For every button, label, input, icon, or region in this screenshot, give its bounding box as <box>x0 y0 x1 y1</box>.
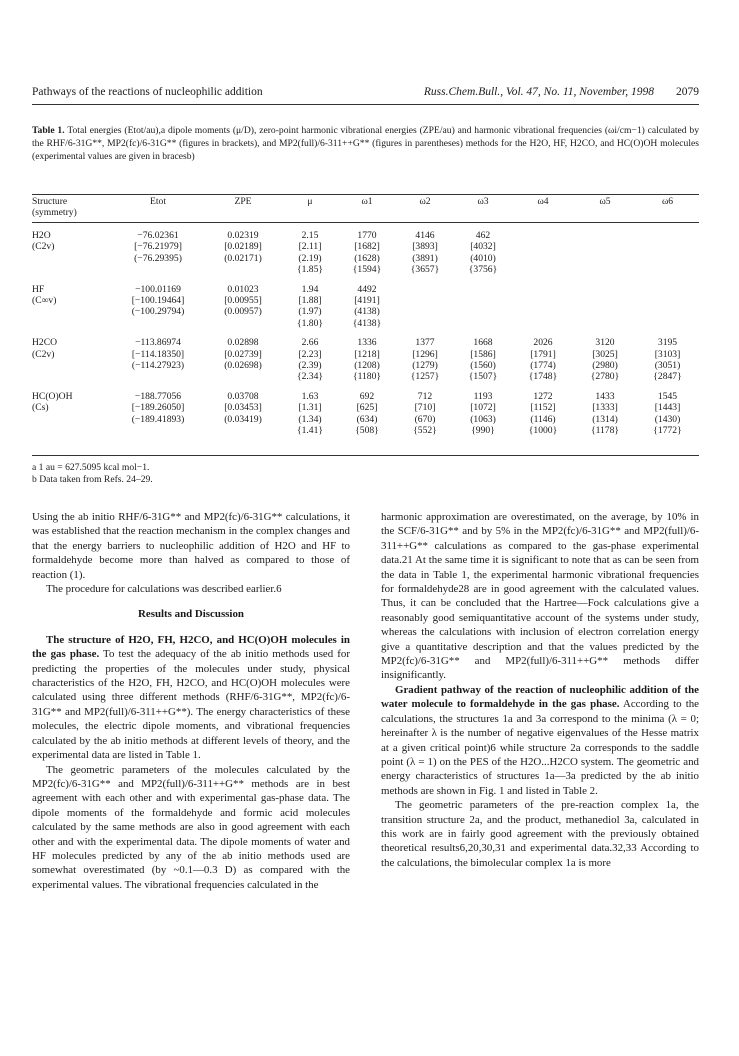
paragraph <box>381 683 699 798</box>
cell-value: 692 <box>359 390 375 402</box>
structure-cell <box>32 329 112 383</box>
header-rule <box>32 104 699 105</box>
value-cell <box>112 222 204 276</box>
cell-value: (0.03419) <box>224 413 262 425</box>
value-cell <box>454 222 512 276</box>
value-cell <box>636 222 699 276</box>
table-row <box>32 329 699 383</box>
cell-value: (3051) <box>654 360 681 372</box>
cell-value: {2.34} <box>297 371 323 383</box>
cell-value: [0.00955] <box>224 295 262 307</box>
cell-value: {1257} <box>410 371 440 383</box>
value-cell <box>512 383 574 437</box>
cell-value: [1072] <box>470 402 496 414</box>
column-header: ω3 <box>477 196 489 207</box>
cell-value: 4492 <box>357 283 377 295</box>
cell-value: {552} <box>413 425 437 437</box>
molecule-name: HF <box>32 283 45 295</box>
cell-value: [1791] <box>530 348 556 360</box>
column-header: Structure (symmetry) <box>32 196 77 219</box>
value-cell <box>636 383 699 437</box>
column-header: ω5 <box>599 196 611 207</box>
value-cell <box>204 383 282 437</box>
paragraph-text: Using the ab initio RHF/6-31G** and MP2(fc)/6-31G** calculations, it was established that the reaction mechanism in the complex changes and that the energy barriers to nucleophilic addition of H2O and HF to formaldehyde become more than halved as compared to those of reaction (1). <box>32 511 350 581</box>
cell-value: [0.03453] <box>224 402 262 414</box>
value-cell <box>396 383 454 437</box>
molecule-name: H2O <box>32 230 51 241</box>
cell-value: {1180} <box>352 371 382 383</box>
cell-value: 1336 <box>357 337 377 349</box>
cell-value: −76.02361 <box>137 230 179 241</box>
cell-value: (0.02171) <box>224 252 262 264</box>
cell-value: [0.02739] <box>224 348 262 360</box>
table-bottom-rule <box>32 455 699 456</box>
cell-value: (4010) <box>470 252 496 264</box>
page-number: 2079 <box>676 86 699 98</box>
table-row <box>32 383 699 437</box>
cell-value: (0.02698) <box>224 360 262 372</box>
cell-value: [1.88] <box>298 295 322 307</box>
paragraph <box>381 510 699 683</box>
value-cell <box>396 329 454 383</box>
cell-value: (1628) <box>354 252 380 264</box>
value-cell <box>204 276 282 330</box>
cell-value: (1063) <box>470 413 496 425</box>
value-cell <box>454 329 512 383</box>
cell-value: [1333] <box>592 402 618 414</box>
cell-value: {1772} <box>653 425 682 437</box>
value-cell <box>454 383 512 437</box>
cell-value: 2026 <box>533 337 553 349</box>
value-cell <box>512 222 574 276</box>
cell-value: {1178} <box>590 425 620 437</box>
paragraph-text: harmonic approximation are overestimated, on the average, by 10% in the SCF/6-31G** and by 5% in the MP2(fc)/6-31G** and MP2(full)/6-311++G** calculations as compared to the gas-phase experimental data.21 At the same time it is significant to note that as can be seen from the data in Table 1, the experimental harmonic vibrational frequencies for formaldehyde28 are in good agreement with the calculated values. Thus, it can be concluded that the Hartree—Fock calculations give a reasonably good semiquantitative account of the systems under study, whereas the calculations with inclusion of electron correlation energy give a quantitative description and that the values predicted by the MP2(fc)/6-31G** and MP2(full)/6-311++G** methods differ insignificantly. <box>381 511 699 682</box>
table-caption-text: Total energies (Etot/au),a dipole moments (μ/D), zero-point harmonic vibrational energies (ZPE/au) and harmonic vibrational frequencies (ωi/cm−1) calculated by the RHF/6-31G**, MP2(fc)/6-31G** (figures in brackets), and MP2(full)/6-311++G** (figures in parentheses) methods for the H2O, HF, H2CO, and HC(O)OH molecules (experimental values are given in bracesb) <box>32 125 699 162</box>
cell-value: (1.97) <box>298 306 322 318</box>
table-top-rule <box>32 194 699 195</box>
cell-value: {508} <box>355 425 379 437</box>
cell-value: {4138} <box>352 317 382 329</box>
cell-value: {3756} <box>468 264 498 276</box>
paragraph-run-in-heading: Gradient pathway of the reaction of nucleophilic addition of the water molecule to formaldehyde in the gas phase. <box>381 683 699 711</box>
cell-value: 1193 <box>473 390 493 402</box>
symmetry-label: (C2v) <box>32 241 55 253</box>
value-cell <box>112 329 204 383</box>
value-cell <box>574 329 636 383</box>
cell-value: [710] <box>414 402 436 414</box>
cell-value: {1000} <box>528 425 558 437</box>
cell-value: {1748} <box>528 371 558 383</box>
cell-value: (4138) <box>354 306 380 318</box>
cell-value: [4032] <box>470 241 496 253</box>
cell-value: (670) <box>414 413 436 425</box>
cell-value: 462 <box>475 230 491 241</box>
cell-value: (−189.41893) <box>131 413 185 425</box>
paragraph-text: The geometric parameters of the pre-reaction complex 1a, the transition structure 2a, and the product, methanediol 3a, calculated in this work are in fairly good agreement with the previously obtained theoretical results6,20,30,31 and experimental data.32,33 According to the calculations, the bimolecular complex 1a is more <box>381 799 699 869</box>
journal-name: Russ.Chem.Bull., Vol. 47, No. 11, November, 1998 <box>423 86 654 98</box>
cell-value: [1152] <box>530 402 556 414</box>
table-caption <box>32 124 699 163</box>
cell-value: (1146) <box>530 413 556 425</box>
molecule-name: H2CO <box>32 337 58 349</box>
value-cell <box>282 329 338 383</box>
cell-value: (1314) <box>592 413 618 425</box>
cell-value: (1208) <box>354 360 380 372</box>
cell-value: (0.00957) <box>224 306 262 318</box>
cell-value: 1.63 <box>301 390 319 402</box>
structure-cell <box>32 383 112 437</box>
cell-value: 0.01023 <box>227 283 259 295</box>
cell-value: {2780} <box>590 371 620 383</box>
value-cell <box>204 222 282 276</box>
paragraph-run-in-heading: The structure of H2O, FH, H2CO, and HC(O)OH molecules in the gas phase. <box>32 633 350 661</box>
paragraph <box>32 510 350 582</box>
cell-value: (3891) <box>412 252 438 264</box>
value-cell <box>112 383 204 437</box>
value-cell <box>338 222 396 276</box>
value-cell <box>396 222 454 276</box>
table-header-row <box>32 196 699 222</box>
paragraph <box>381 798 699 870</box>
column-header: μ <box>307 196 313 207</box>
value-cell <box>636 329 699 383</box>
cell-value: 1668 <box>473 337 493 349</box>
paragraph-text: To test the adequacy of the ab initio methods used for predicting the properties of the molecules under study, physical characteristics of the H2O, FH, H2CO, and HC(O)OH molecules were calculated using three different methods (RHF/6-31G**, MP2(fc)/6-31G** and MP2(full)/6-311++G**). The energy characteristics of these molecules, the electric dipole moments, and vibrational frequencies calculated by the ab initio methods at different levels of theory, and the experimental data are listed in Table 1. <box>32 648 350 762</box>
journal-citation <box>424 86 699 98</box>
cell-value: [2.11] <box>298 241 322 253</box>
paragraph-text: According to the calculations, the structures 1a and 3a correspond to the minima (λ = 0; hereinafter λ is the number of negative eigenvalues of the Hesse matrix at a given critical point)6 while structure 2a corresponds to the saddle point (λ = 1) on the PES of the H2O...H2CO system. The geometric and energy characteristics of structures 1a—3a predicted by the ab initio methods are shown in Fig. 1 and listed in Table 2. <box>381 698 700 797</box>
cell-value: (1774) <box>530 360 556 372</box>
cell-value: (2980) <box>592 360 618 372</box>
cell-value: 4146 <box>415 230 435 241</box>
cell-value: 1545 <box>657 390 678 402</box>
value-cell <box>338 383 396 437</box>
cell-value: {2847} <box>653 371 682 383</box>
value-cell <box>282 276 338 330</box>
cell-value: 3195 <box>657 337 678 349</box>
value-cell <box>338 329 396 383</box>
cell-value: [−114.18350] <box>131 348 185 360</box>
column-header: ω4 <box>537 196 549 207</box>
column-header: ω2 <box>419 196 431 207</box>
molecule-name: HC(O)OH <box>32 390 73 402</box>
cell-value: {3657} <box>410 264 440 276</box>
value-cell <box>512 329 574 383</box>
value-cell <box>574 276 636 330</box>
value-cell <box>454 276 512 330</box>
cell-value: [1682] <box>354 241 380 253</box>
cell-value: [1586] <box>470 348 496 360</box>
cell-value: [0.02189] <box>224 241 262 253</box>
cell-value: (1279) <box>412 360 438 372</box>
paragraph <box>32 582 350 596</box>
cell-value: 1.94 <box>301 283 319 295</box>
column-header: ZPE <box>234 196 252 207</box>
value-cell <box>636 276 699 330</box>
cell-value: [−189.26050] <box>131 402 185 414</box>
cell-value: 3120 <box>595 337 615 349</box>
cell-value: 1377 <box>415 337 435 349</box>
paragraph <box>32 763 350 893</box>
cell-value: (2.39) <box>298 360 322 372</box>
cell-value: 0.03708 <box>227 390 259 402</box>
value-cell <box>512 276 574 330</box>
cell-value: (1560) <box>470 360 496 372</box>
footnote-a: a 1 au = 627.5095 kcal mol−1. <box>32 462 150 473</box>
table-footnotes <box>32 462 153 486</box>
cell-value: [1443] <box>654 402 681 414</box>
cell-value: −113.86974 <box>135 337 181 349</box>
cell-value: −100.01169 <box>135 283 181 295</box>
cell-value: {1507} <box>468 371 498 383</box>
cell-value: [1.31] <box>298 402 322 414</box>
cell-value: {1.85} <box>297 264 323 276</box>
data-table <box>32 196 699 437</box>
cell-value: [3025] <box>592 348 618 360</box>
column-header: ω6 <box>661 196 674 207</box>
column-header: ω1 <box>361 196 373 207</box>
cell-value: {1.80} <box>297 317 323 329</box>
cell-value: [−100.19464] <box>131 295 185 307</box>
symmetry-label: (C2v) <box>32 348 55 360</box>
value-cell <box>112 276 204 330</box>
table-row <box>32 222 699 276</box>
paragraph <box>32 633 350 763</box>
cell-value: 1433 <box>595 390 615 402</box>
cell-value: 0.02319 <box>227 230 259 241</box>
structure-cell <box>32 276 112 330</box>
column-header: Etot <box>150 196 166 207</box>
value-cell <box>574 383 636 437</box>
cell-value: [625] <box>356 402 378 414</box>
cell-value: 1770 <box>357 230 377 241</box>
cell-value: 1272 <box>533 390 553 402</box>
cell-value: (1.34) <box>298 413 322 425</box>
footnote-b: b Data taken from Refs. 24–29. <box>32 474 153 485</box>
running-header <box>32 86 699 104</box>
value-cell <box>282 383 338 437</box>
cell-value: 2.15 <box>301 230 319 241</box>
cell-value: 0.02898 <box>227 337 259 349</box>
cell-value: (−100.29794) <box>131 306 185 318</box>
table-label: Table 1. <box>32 125 65 136</box>
cell-value: (2.19) <box>298 252 322 264</box>
running-title: Pathways of the reactions of nucleophilic addition <box>32 86 263 98</box>
value-cell <box>204 329 282 383</box>
value-cell <box>396 276 454 330</box>
cell-value: 712 <box>417 390 433 402</box>
cell-value: {990} <box>471 425 495 437</box>
cell-value: [1296] <box>412 348 438 360</box>
cell-value: [2.23] <box>298 348 322 360</box>
section-heading: Results and Discussion <box>138 608 244 621</box>
cell-value: {1594} <box>352 264 382 276</box>
symmetry-label: (C∞v) <box>32 295 57 307</box>
cell-value: [−76.21979] <box>134 241 182 253</box>
body-column-right <box>381 510 699 870</box>
paragraph-text: The procedure for calculations was described earlier.6 <box>46 583 282 596</box>
cell-value: −188.77056 <box>134 390 182 402</box>
table-row <box>32 276 699 330</box>
symmetry-label: (Cs) <box>32 402 49 414</box>
cell-value: [4191] <box>354 295 380 307</box>
cell-value: [1218] <box>354 348 380 360</box>
cell-value: (1430) <box>654 413 681 425</box>
value-cell <box>338 276 396 330</box>
structure-cell <box>32 222 112 276</box>
cell-value: [3103] <box>654 348 681 360</box>
cell-value: {1.41} <box>297 425 323 437</box>
cell-value: (−114.27923) <box>131 360 185 372</box>
cell-value: 2.66 <box>301 337 319 349</box>
cell-value: [3893] <box>412 241 438 253</box>
cell-value: (634) <box>356 413 378 425</box>
value-cell <box>282 222 338 276</box>
value-cell <box>574 222 636 276</box>
body-column-left <box>32 510 350 892</box>
cell-value: (−76.29395) <box>134 252 182 264</box>
paragraph-text: The geometric parameters of the molecules calculated by the MP2(fc)/6-31G** and MP2(full)/6-311++G** methods are in best agreement with each other and with experimental gas-phase data. The dipole moments of the formaldehyde and formic acid molecules calculated by the same methods are also in good agreement with each other and with the experimental data. The dipole moments of water and HF molecules predicted by any of the ab initio methods used are somewhat overestimated (by ~0.1—0.3 D) as compared with the experimental values. The vibrational frequencies calculated in the <box>32 763 350 891</box>
